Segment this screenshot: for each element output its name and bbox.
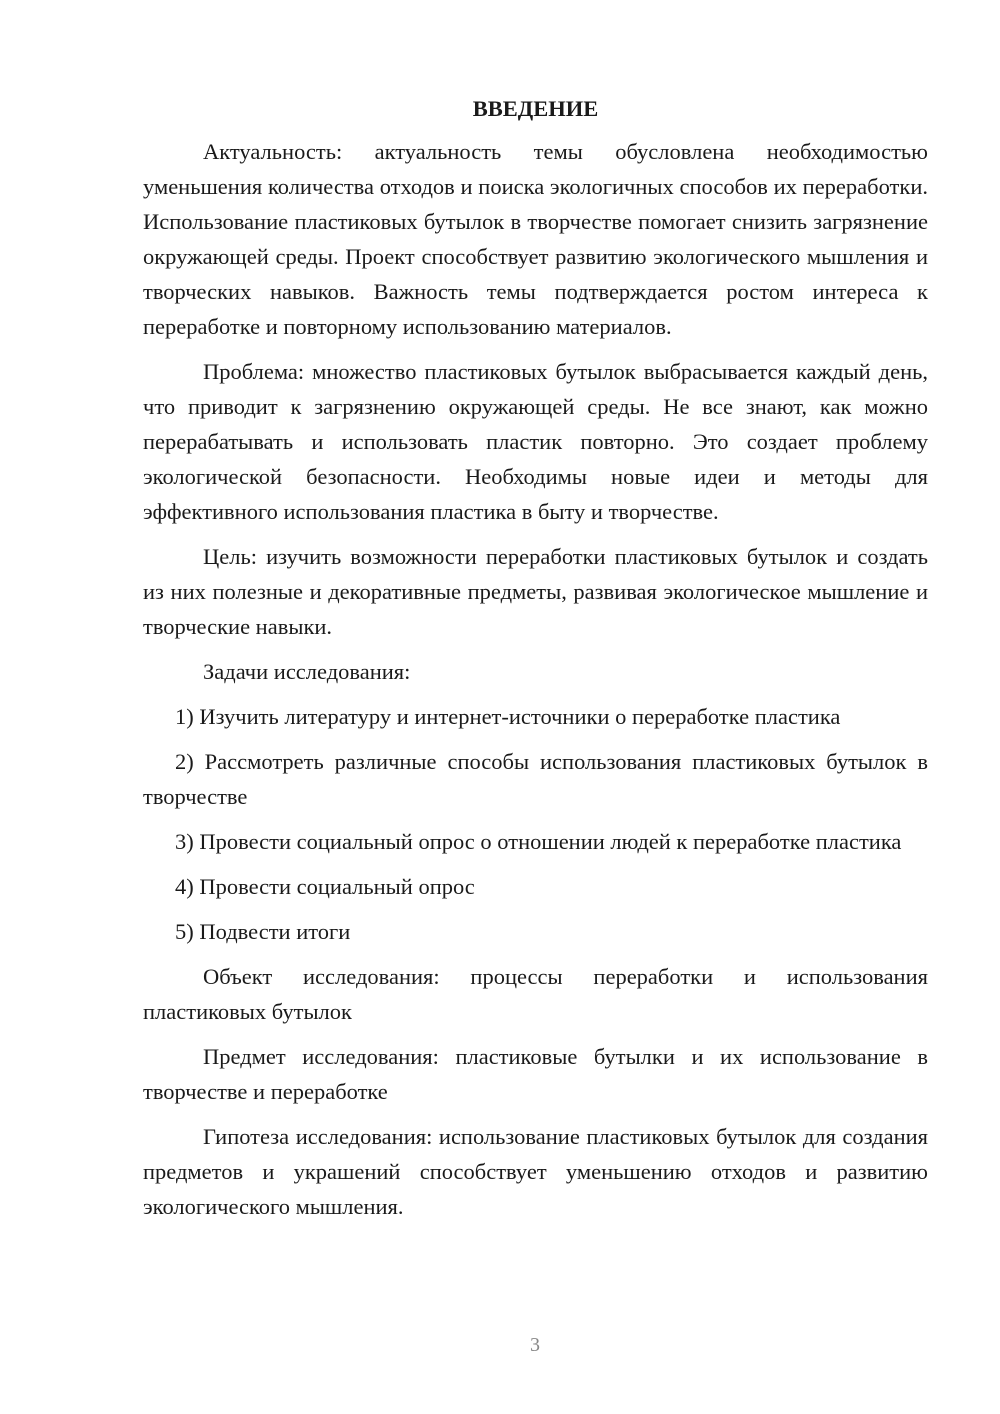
problem-paragraph: Проблема: множество пластиковых бутылок выбрасывается каждый день, что приводит к загрязнению окружающей среды. Не все знают, как можно перерабатывать и использовать пластик повторно. Это создает проблему экологической безопасности. Необходимы новые идеи и методы для эффективного использования пластика в быту и творчестве. — [143, 359, 928, 524]
relevance-paragraph: Актуальность: актуальность темы обусловлена необходимостью уменьшения количества отходов и поиска экологичных способов их переработки. Использование пластиковых бутылок в творчестве помогает снизить загрязнение окружающей среды. Проект способствует развитию экологического мышления и творческих навыков. Важность темы подтверждается ростом интереса к переработке и повторному использованию материалов. — [143, 139, 928, 339]
hypothesis-paragraph: Гипотеза исследования: использование пластиковых бутылок для создания предметов и украшений способствует уменьшению отходов и развитию экологического мышления. — [143, 1124, 928, 1219]
task-item-2: 2) Рассмотреть различные способы использования пластиковых бутылок в творчестве — [143, 749, 928, 809]
section-heading: ВВЕДЕНИЕ — [472, 96, 599, 121]
goal-paragraph: Цель: изучить возможности переработки пластиковых бутылок и создать из них полезные и декоративные предметы, развивая экологическое мышление и творческие навыки. — [143, 544, 928, 639]
task-item-4: 4) Провести социальный опрос — [175, 874, 475, 899]
task-item-1: 1) Изучить литературу и интернет-источники о переработке пластика — [175, 704, 841, 729]
task-item-5: 5) Подвести итоги — [175, 919, 351, 944]
document-body — [143, 94, 928, 1234]
subject-paragraph: Предмет исследования: пластиковые бутылки и их использование в творчестве и переработке — [143, 1044, 928, 1104]
task-item-3: 3) Провести социальный опрос о отношении людей к переработке пластика — [175, 829, 902, 854]
tasks-title: Задачи исследования: — [203, 659, 411, 684]
object-paragraph: Объект исследования: процессы переработки и использования пластиковых бутылок — [143, 964, 928, 1024]
page-number: 3 — [530, 1334, 540, 1356]
